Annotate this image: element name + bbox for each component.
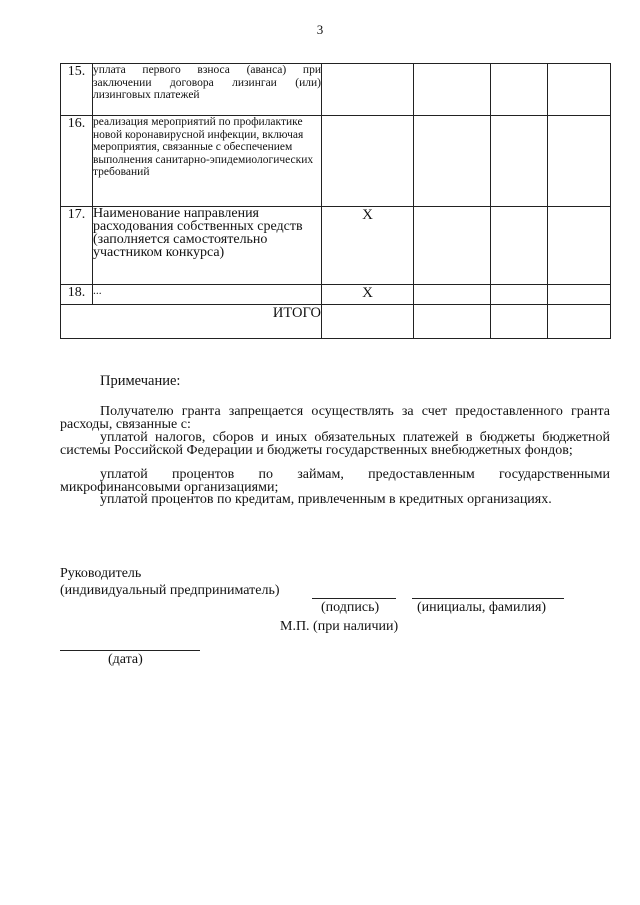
- total-cell: [548, 305, 611, 339]
- row-cell: [414, 207, 491, 285]
- row-description: [93, 64, 322, 116]
- row-description-text: Наименование направления расходования собственных средств (заполняется самостоятельно участником конкурса): [93, 206, 303, 260]
- row-number: 15.: [61, 64, 93, 116]
- expenses-table: [60, 63, 611, 339]
- note-title: Примечание:: [100, 373, 181, 389]
- name-caption: (инициалы, фамилия): [417, 600, 547, 615]
- table-row: [61, 64, 611, 116]
- row-number: 18.: [61, 285, 93, 305]
- row-cell: [322, 116, 414, 207]
- row-description-text: реализация мероприятий по профилактике новой коронавирусной инфекции, включая мероприятия, связанные с обеспечением выполнения санитарно-эпидемиологических требований: [93, 116, 314, 178]
- date-line: [60, 650, 200, 651]
- note-intro: Получателю гранта запрещается осуществлять за счет предоставленного гранта расходы, связанные с:: [60, 404, 610, 432]
- table-row: [61, 116, 611, 207]
- date-caption: (дата): [108, 652, 143, 667]
- row-cell: [548, 285, 611, 305]
- name-line: [412, 598, 564, 599]
- signatory-role: (индивидуальный предприниматель): [60, 583, 280, 598]
- total-label: ИТОГО: [61, 305, 322, 339]
- row-cell: [414, 116, 491, 207]
- page-number: 3: [316, 22, 324, 37]
- signature-line: [312, 598, 396, 599]
- total-cell: [414, 305, 491, 339]
- row-cell: [548, 116, 611, 207]
- row-description: [93, 207, 322, 285]
- total-cell: [322, 305, 414, 339]
- row-cell: X: [322, 207, 414, 285]
- row-cell: [414, 285, 491, 305]
- row-cell: [548, 64, 611, 116]
- row-number: 16.: [61, 116, 93, 207]
- row-description: [93, 285, 322, 305]
- row-cell: X: [322, 285, 414, 305]
- row-cell: [491, 64, 548, 116]
- row-cell: [548, 207, 611, 285]
- row-description: [93, 116, 322, 207]
- row-cell: [491, 116, 548, 207]
- total-cell: [491, 305, 548, 339]
- row-description-text: ...: [93, 285, 102, 297]
- row-cell: [491, 207, 548, 285]
- total-row: [61, 305, 611, 339]
- note-item: уплатой налогов, сборов и иных обязательных платежей в бюджеты бюджетной системы Российской Федерации и бюджеты государственных внебюджетных фондов;: [60, 430, 610, 458]
- stamp-note: М.П. (при наличии): [280, 619, 399, 634]
- signatory-head: Руководитель: [60, 566, 142, 581]
- row-cell: [491, 285, 548, 305]
- table-row: [61, 285, 611, 305]
- table-row: [61, 207, 611, 285]
- row-description-text: уплата первого взноса (аванса) при заключении договора лизингаи (или) лизинговых платежей: [93, 64, 321, 101]
- row-cell: [414, 64, 491, 116]
- row-cell: [322, 64, 414, 116]
- note-item: уплатой процентов по кредитам, привлеченным в кредитных организациях.: [100, 492, 552, 507]
- note-item: уплатой процентов по займам, предоставленным государственными микрофинансовыми организациями;: [60, 467, 610, 495]
- row-number: 17.: [61, 207, 93, 285]
- signature-caption: (подпись): [321, 600, 380, 615]
